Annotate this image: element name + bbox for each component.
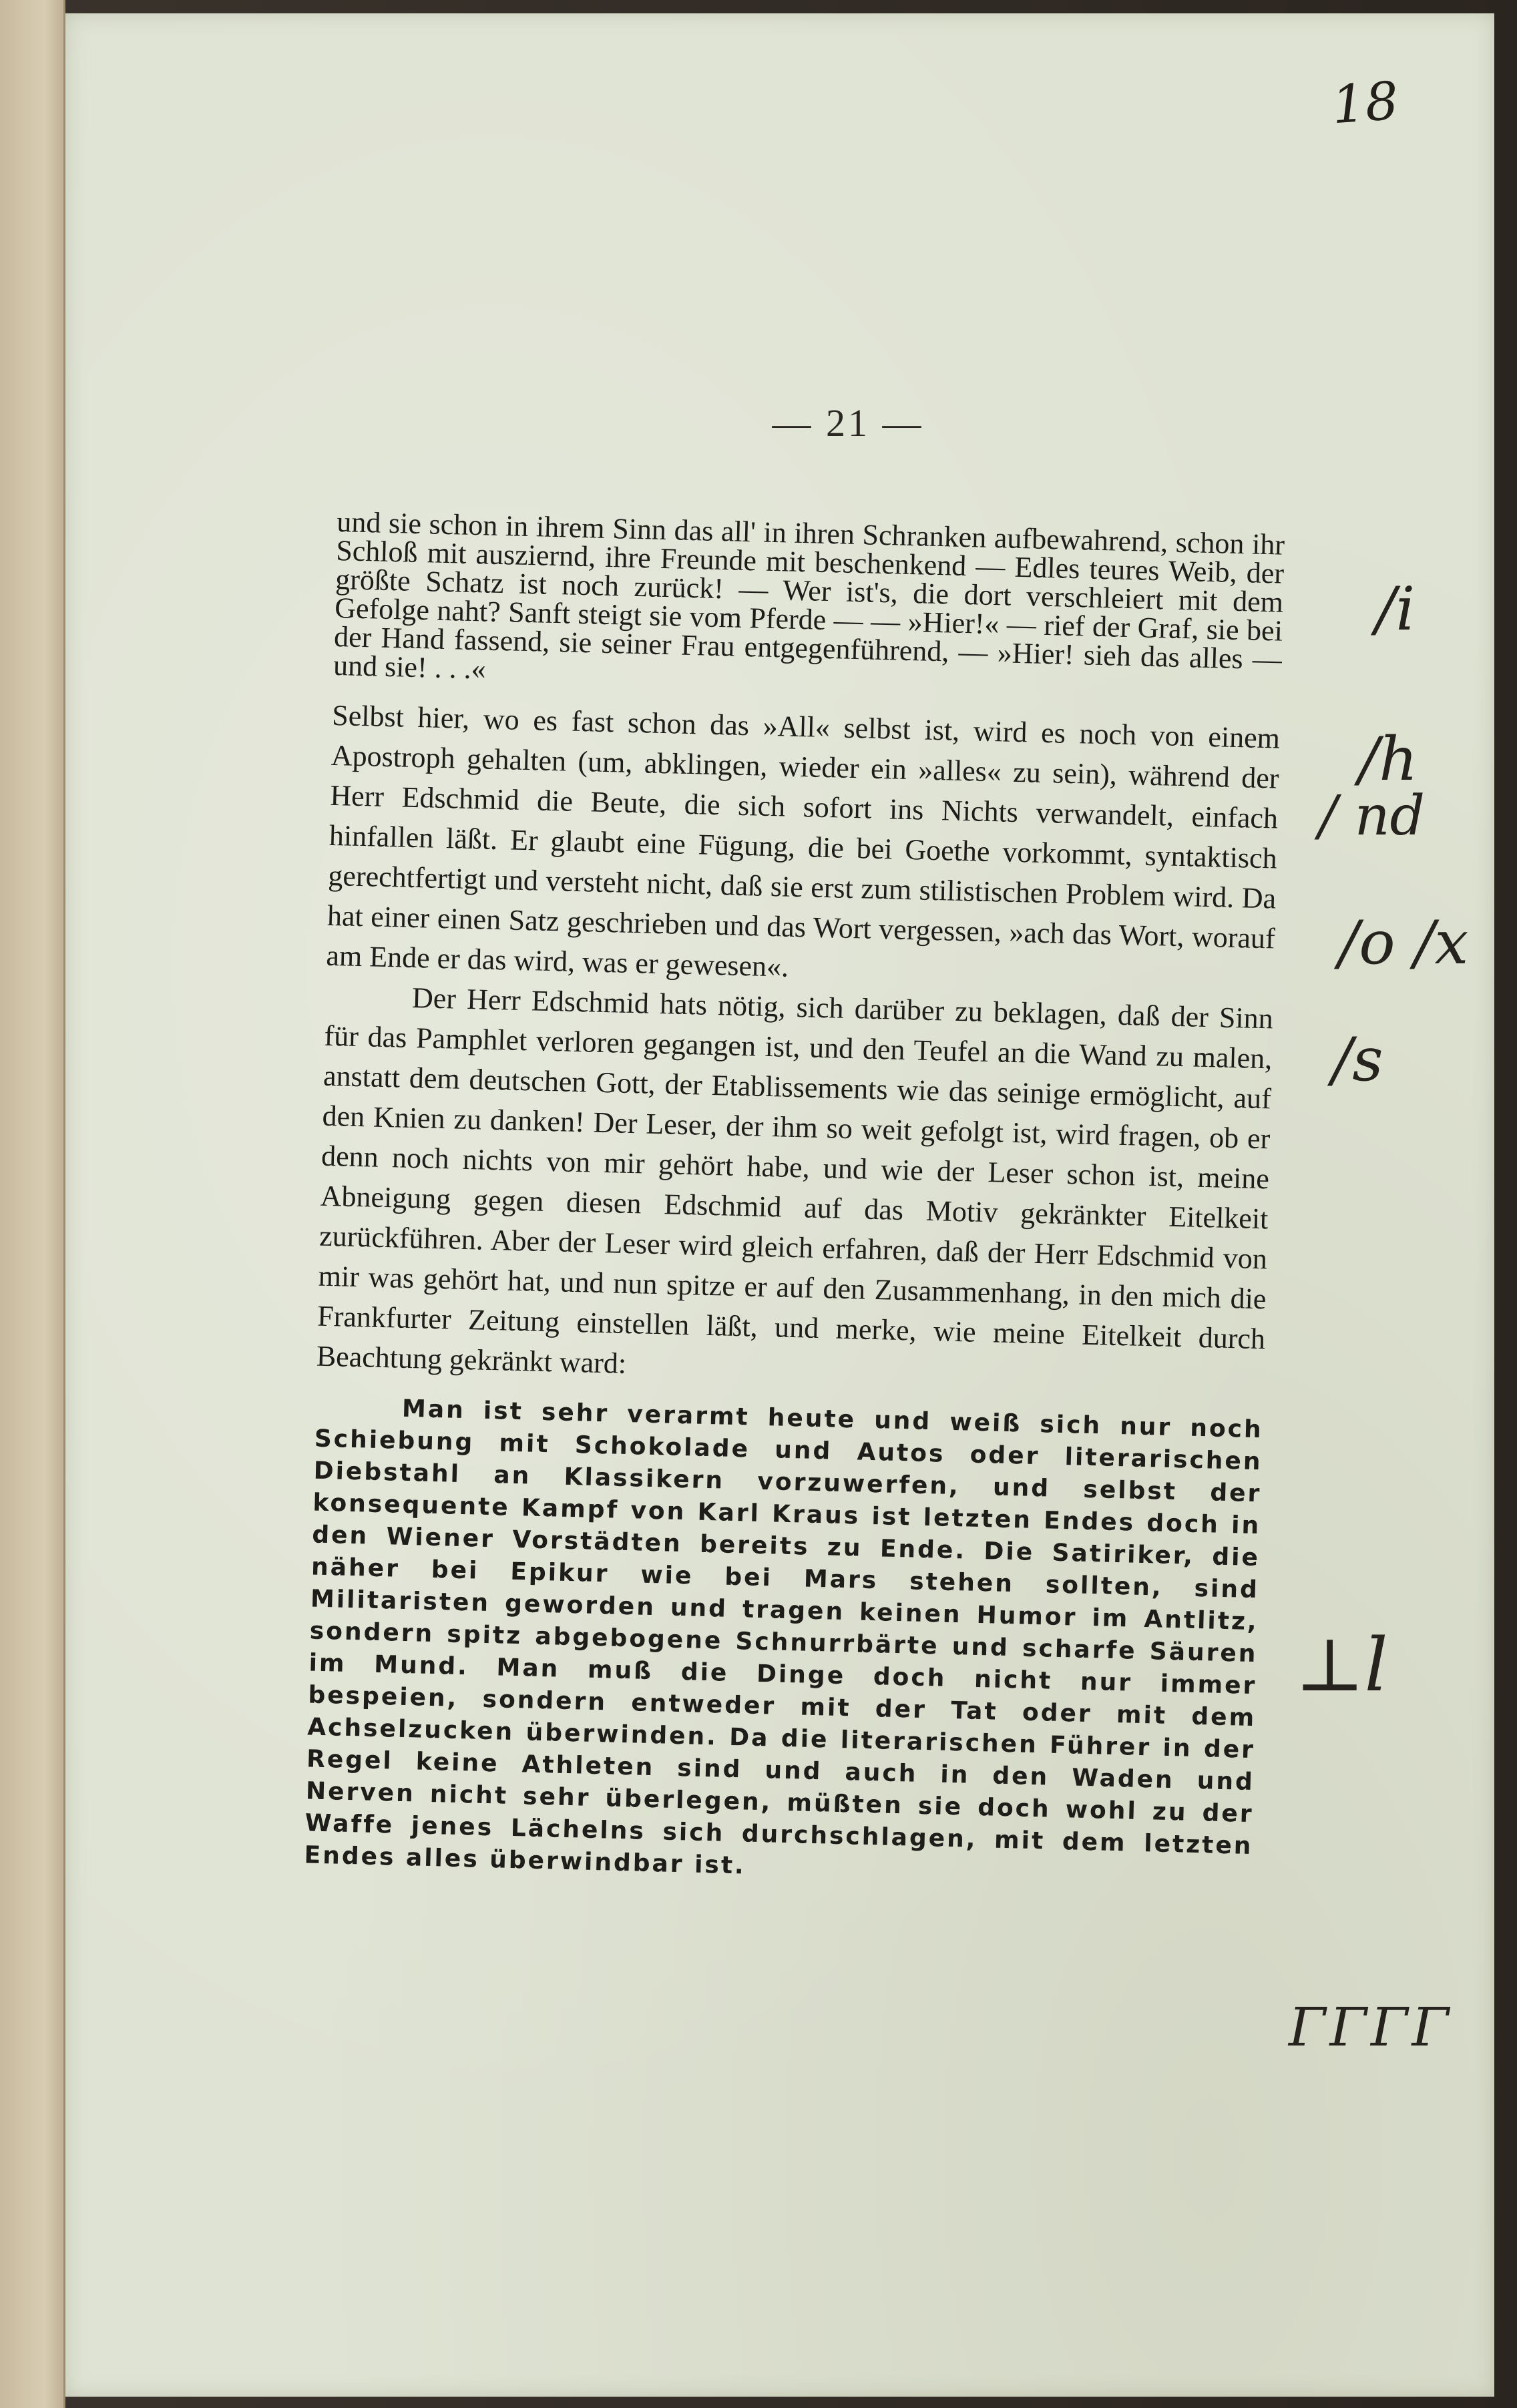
body-text <box>303 507 1285 1919</box>
folio-number: 18 <box>1329 71 1401 136</box>
paragraph-2: Der Herr Edschmid hats nötig, sich darüber zu beklagen, daß der Sinn für das Pamphlet verloren gegangen ist, und den Teufel an die Wand zu malen, anstatt dem deutschen Gott, der Etablissements wie das seinige ermöglicht, auf den Knien zu danken! Der Leser, der ihm so weit gefolgt ist, wird fragen, ob er denn noch nichts von mir gehört habe, und wie der Leser schon ist, meine Abneigung gegen diesen Edschmid auf das Motiv gekränkter Eitelkeit zurückführen. Aber der Leser wird gleich erfahren, daß der Herr Edschmid von mir was gehört hat, und nun spitze er auf den Zusammenhang, in den mich die Frankfurter Zeitung einstellen läßt, und merke, wie meine Eitelkeit durch Beachtung gekränkt ward: <box>316 981 1274 1380</box>
block-quotation: Man ist sehr verarmt heute und weiß sich nur noch Schiebung mit Schokolade und Autos oder literarischen Diebstahl an Klassikern vorzuwerfen, und selbst der konsequente Kampf von Karl Kraus ist letzten Endes doch in den Wiener Vorstädten bereits zu Ende. Die Satiriker, die näher bei Epikur wie bei Mars stehen sollten, sind Militaristen geworden und tragen keinen Humor im Antlitz, sondern spitz abgebogene Schnurrbärte und scharfe Säuren im Mund. Man muß die Dinge doch nicht nur immer bespeien, sondern entweder mit der Tat oder mit dem Achselzucken überwinden. Da die literarischen Führer in der Regel keine Athleten sind und auch in den Waden und Nerven nicht sehr überlegen, müßten sie doch wohl zu der Waffe jenes Lächelns sich durchschlagen, mit dem letzten Endes alles überwindbar ist. <box>304 1395 1264 1880</box>
margin-note-5: /s <box>1332 1025 1383 1095</box>
margin-note-6: ⊥l <box>1295 1622 1388 1708</box>
paragraph-1: Selbst hier, wo es fast schon das »All« selbst ist, wird es noch von einem Apostroph gehalten (um, abklingen, wieder ein »alles« zu sein), während der Herr Edschmid die Beute, die sich sofort ins Nichts verwandelt, einfach hinfallen läßt. Er glaubt eine Fügung, die bei Goethe vorkommt, syntaktisch gerechtfertigt und versteht nicht, daß sie erst zum stilistischen Problem wird. Da hat einer einen Satz geschrieben und das Wort vergessen, »ach das Wort, worauf am Ende er das wird, was er gewesen«. <box>325 698 1281 983</box>
margin-note-7: ΓΓΓΓ <box>1289 1996 1454 2058</box>
margin-note-4: /o /x <box>1339 908 1469 978</box>
margin-note-2: /h <box>1359 724 1418 794</box>
verse-quotation: und sie schon in ihrem Sinn das all' in ihren Schranken aufbewahrend, schon ihr Schloß mit ausziernd, ihre Freunde mit beschenkend — Edles teures Weib, der größte Schatz ist noch zurück! — Wer ist's, die dort verschleiert mit dem Gefolge naht? Sanft steigt sie vom Pferde — — »Hier!« — rief der Graf, sie bei der Hand fassend, sie seiner Frau entgegenführend, — »Hier! sieh das alles — und sie! . . .« <box>333 505 1285 686</box>
page-number: — 21 — <box>772 401 924 445</box>
binding-edge <box>0 0 65 2408</box>
margin-note-3: / nd <box>1319 784 1425 848</box>
margin-note-1: /i <box>1375 574 1416 644</box>
